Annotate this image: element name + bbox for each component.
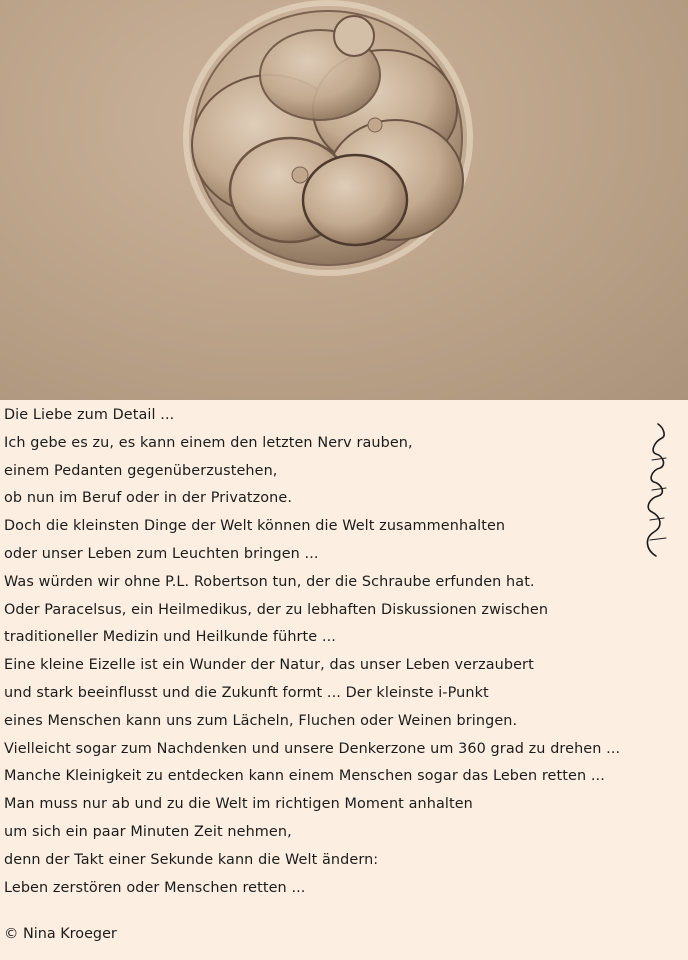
poem-line: Leben zerstören oder Menschen retten ... xyxy=(4,879,306,896)
poem-line: um sich ein paar Minuten Zeit nehmen, xyxy=(4,823,292,840)
poem-line: und stark beeinflusst und die Zukunft formt ... Der kleinste i-Punkt xyxy=(4,684,489,701)
poem-line: Doch die kleinsten Dinge der Welt können die Welt zusammenhalten xyxy=(4,518,506,535)
poem-line: traditioneller Medizin und Heilkunde führte ... xyxy=(4,629,336,646)
poem-line: eines Menschen kann uns zum Lächeln, Fluchen oder Weinen bringen. xyxy=(4,712,518,729)
egg-cell-photo xyxy=(0,0,688,400)
poem-line: Manche Kleinigkeit zu entdecken kann einem Menschen sogar das Leben retten ... xyxy=(4,768,605,785)
poem-text xyxy=(4,402,684,902)
poem-line: Die Liebe zum Detail ... xyxy=(4,407,175,423)
poem-line: Oder Paracelsus, ein Heilmedikus, der zu lebhaften Diskussionen zwischen xyxy=(4,601,549,618)
poem-line: Man muss nur ab und zu die Welt im richtigen Moment anhalten xyxy=(4,796,473,813)
poem-line: Vielleicht sogar zum Nachdenken und unsere Denkerzone um 360 grad zu drehen ... xyxy=(4,740,621,757)
poem-line: einem Pedanten gegenüberzustehen, xyxy=(4,462,278,479)
poem-line: ob nun im Beruf oder in der Privatzone. xyxy=(4,490,293,507)
egg-cell-illustration xyxy=(0,0,688,400)
copyright-notice: © Nina Kroeger xyxy=(4,926,117,942)
poem-line: denn der Takt einer Sekunde kann die Welt ändern: xyxy=(4,851,379,868)
poem-line: Eine kleine Eizelle ist ein Wunder der Natur, das unser Leben verzaubert xyxy=(4,657,534,674)
poem-line: oder unser Leben zum Leuchten bringen ... xyxy=(4,545,319,562)
poem-line: Was würden wir ohne P.L. Robertson tun, der die Schraube erfunden hat. xyxy=(4,573,535,590)
poem-line: Ich gebe es zu, es kann einem den letzten Nerv rauben, xyxy=(4,434,413,451)
